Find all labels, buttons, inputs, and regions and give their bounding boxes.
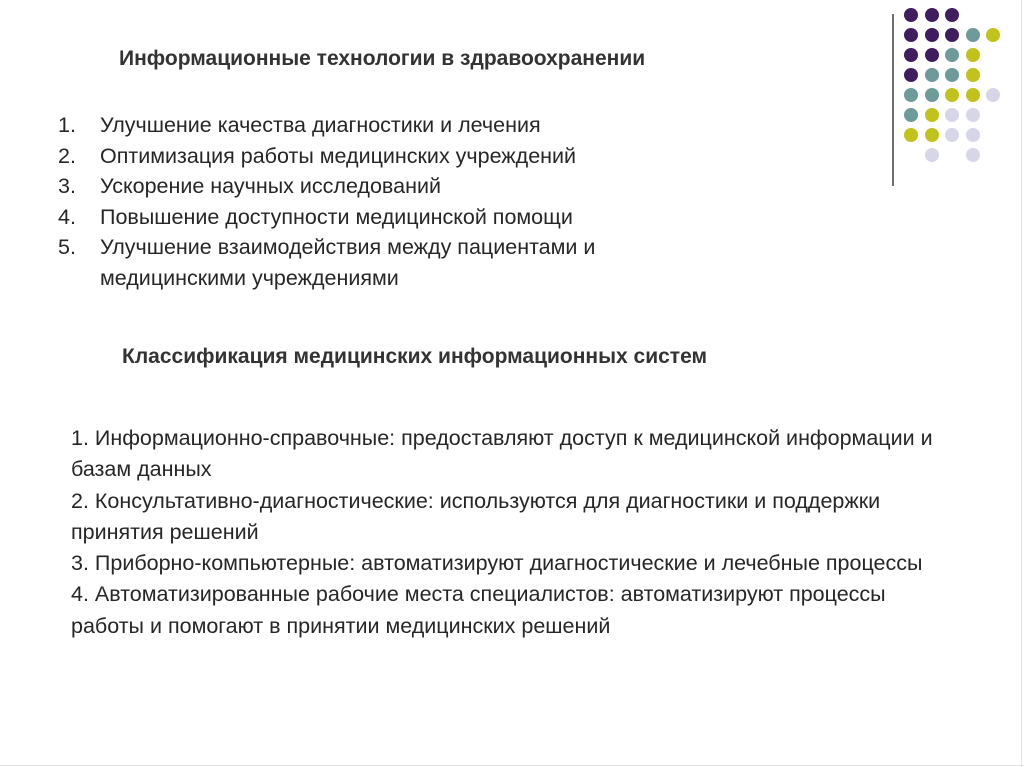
decor-dot <box>986 88 1000 102</box>
list-item: 1. Информационно-справочные: предоставляют доступ к медицинской информации и базам данных <box>71 426 933 482</box>
decor-dot <box>945 8 959 22</box>
decor-dot <box>925 8 939 22</box>
decor-dot <box>986 28 1000 42</box>
decor-dot <box>945 108 959 122</box>
decor-dot <box>925 148 939 162</box>
decor-dot <box>904 108 918 122</box>
decor-dot <box>904 68 918 82</box>
decor-dot <box>925 68 939 82</box>
list-item: 4. Автоматизированные рабочие места специалистов: автоматизируют процессы работы и помогают в принятии медицинских решений <box>71 582 886 638</box>
item-text: Оптимизация работы медицинских учреждений <box>100 143 577 168</box>
slide-edge-bottom <box>0 765 1024 766</box>
list-item <box>58 232 740 293</box>
list-item: 3. Приборно-компьютерные: автоматизируют диагностические и лечебные процессы <box>71 551 923 576</box>
decor-dot <box>925 108 939 122</box>
decor-dot <box>925 28 939 42</box>
item-number: 2. <box>58 143 76 168</box>
item-number: 5. <box>58 235 76 259</box>
section-title-it-in-healthcare: Информационные технологии в здравоохранении <box>119 47 646 70</box>
benefits-list <box>58 110 740 293</box>
classification-list <box>71 423 951 642</box>
item-text: Улучшение взаимодействия между пациентами и медицинскими учреждениями <box>100 235 596 290</box>
decor-dot <box>925 128 939 142</box>
item-text: Ускорение научных исследований <box>100 174 441 198</box>
decor-dot <box>925 48 939 62</box>
item-number: 3. <box>58 174 76 198</box>
decor-dot <box>904 48 918 62</box>
decor-dot <box>945 128 959 142</box>
item-text: Улучшение качества диагностики и лечения <box>100 113 541 137</box>
section-title-classification: Классификация медицинских информационных систем <box>122 345 708 368</box>
decor-dot <box>966 148 980 162</box>
decor-dot <box>904 8 918 22</box>
decor-dot <box>966 88 980 102</box>
decor-dot <box>945 68 959 82</box>
item-number: 4. <box>58 204 76 229</box>
decor-dot <box>945 88 959 102</box>
decor-dot <box>945 28 959 42</box>
decor-dot <box>904 28 918 42</box>
decor-dot <box>966 128 980 142</box>
decor-dot <box>966 28 980 42</box>
decor-dot <box>966 108 980 122</box>
decor-dot <box>904 88 918 102</box>
list-item <box>58 110 740 141</box>
decor-dot <box>945 48 959 62</box>
dot-grid-decoration <box>904 8 1004 168</box>
list-item <box>58 202 740 233</box>
decor-dot <box>966 48 980 62</box>
list-item <box>58 171 740 202</box>
decor-dot <box>966 68 980 82</box>
vertical-divider <box>892 14 894 186</box>
list-item: 2. Консультативно-диагностические: используются для диагностики и поддержки принятия решений <box>71 488 881 544</box>
item-number: 1. <box>58 113 76 137</box>
decor-dot <box>904 128 918 142</box>
list-item <box>58 141 740 172</box>
decor-dot <box>925 88 939 102</box>
slide-edge-right <box>1021 0 1022 767</box>
item-text: Повышение доступности медицинской помощи <box>100 204 573 229</box>
